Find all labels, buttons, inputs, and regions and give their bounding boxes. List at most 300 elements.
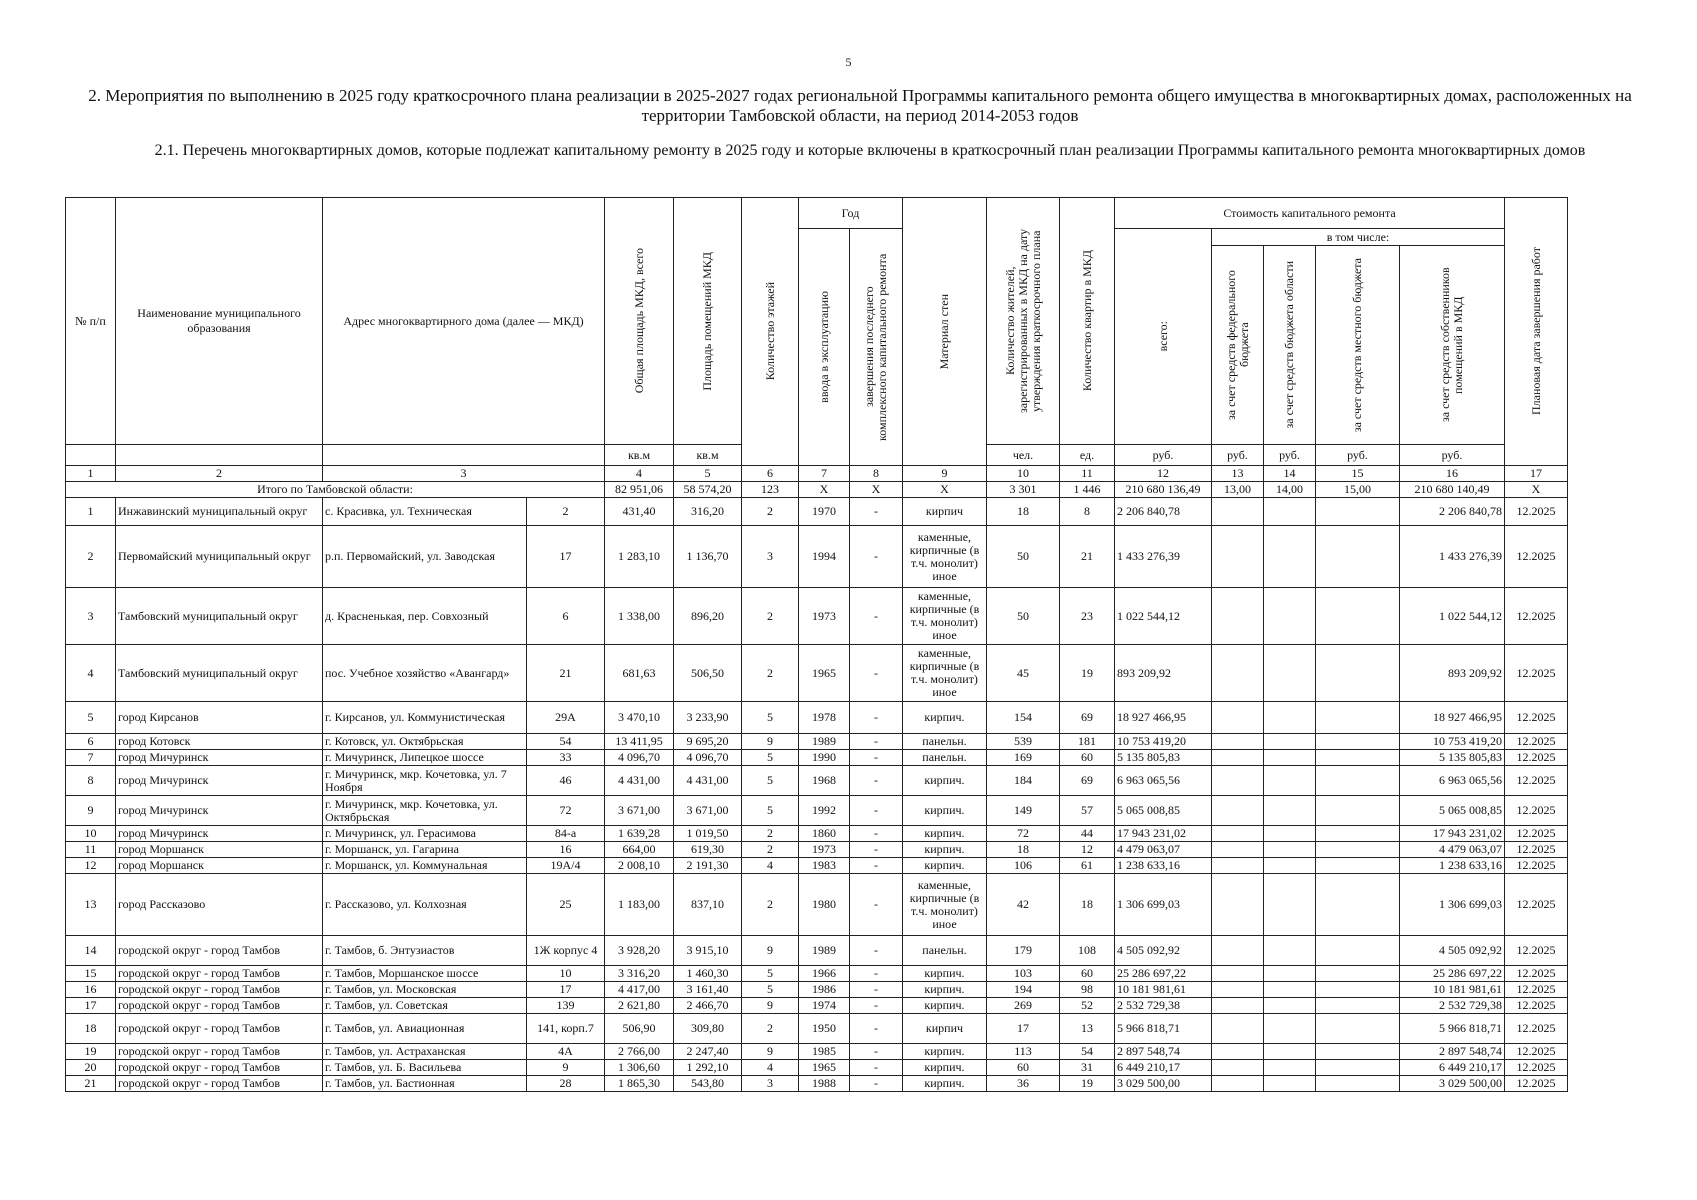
cell-owners: 2 897 548,74 xyxy=(1400,1044,1505,1060)
cell-total: 2 532 729,38 xyxy=(1115,998,1212,1014)
cell-mun: город Кирсанов xyxy=(116,702,323,734)
header-address: Адрес многоквартирного дома (далее — МКД) xyxy=(323,198,605,445)
cell-area: 1 183,00 xyxy=(605,874,674,936)
table-row xyxy=(66,1060,1568,1076)
cell-empty xyxy=(1264,766,1316,796)
cell-addr: г. Мичуринск, Липецкое шоссе xyxy=(323,750,527,766)
cell-area: 1 639,28 xyxy=(605,826,674,842)
cell-total: 17 943 231,02 xyxy=(1115,826,1212,842)
cell-empty xyxy=(1316,842,1400,858)
cell-res: 194 xyxy=(987,982,1060,998)
cell-empty xyxy=(1264,936,1316,966)
header-cost: Стоимость капитального ремонта xyxy=(1115,198,1505,229)
cell-n: 2 xyxy=(66,526,116,588)
cell-apt: 19 xyxy=(1060,645,1115,702)
cell-empty xyxy=(1264,702,1316,734)
cell-owners: 5 135 805,83 xyxy=(1400,750,1505,766)
cell-addr: г. Тамбов, ул. Бастионная xyxy=(323,1076,527,1092)
cell-house: 2 xyxy=(527,498,605,526)
cell-total: 6 449 210,17 xyxy=(1115,1060,1212,1076)
table-row xyxy=(66,858,1568,874)
cell-empty xyxy=(1264,1060,1316,1076)
cell-empty xyxy=(1212,936,1264,966)
cell-addr: г. Мичуринск, ул. Герасимова xyxy=(323,826,527,842)
cell-owners: 6 963 065,56 xyxy=(1400,766,1505,796)
column-number-row: 1 2 3 4 5 6 7 8 9 10 11 12 13 14 15 16 17 xyxy=(66,466,1568,482)
cell-addr: г. Тамбов, ул. Астраханская xyxy=(323,1044,527,1060)
cell-apt: 44 xyxy=(1060,826,1115,842)
cell-date: 12.2025 xyxy=(1505,826,1568,842)
cell-addr: г. Тамбов, ул. Б. Васильева xyxy=(323,1060,527,1076)
cell-empty xyxy=(1212,982,1264,998)
header-regional: за счет средств бюджета области xyxy=(1264,246,1316,445)
cell-res: 50 xyxy=(987,526,1060,588)
cell-rep: - xyxy=(850,796,903,826)
header-residents: Количество жителей, зарегистрированных в МКД на дату утверждения краткосрочного плана xyxy=(987,198,1060,445)
table-body xyxy=(66,498,1568,1092)
cell-yr: 1973 xyxy=(799,842,850,858)
cell-prem: 1 019,50 xyxy=(674,826,742,842)
cell-prem: 896,20 xyxy=(674,588,742,645)
cell-rep: - xyxy=(850,645,903,702)
cell-n: 1 xyxy=(66,498,116,526)
cell-n: 17 xyxy=(66,998,116,1014)
cell-yr: 1950 xyxy=(799,1014,850,1044)
cell-yr: 1970 xyxy=(799,498,850,526)
cell-empty xyxy=(1212,998,1264,1014)
cell-addr: г. Тамбов, ул. Советская xyxy=(323,998,527,1014)
cell-mat: кирпич. xyxy=(903,858,987,874)
unit-sqm: кв.м xyxy=(674,445,742,466)
table-row xyxy=(66,826,1568,842)
cell-mat: кирпич. xyxy=(903,842,987,858)
cell-area: 4 417,00 xyxy=(605,982,674,998)
cell-prem: 3 233,90 xyxy=(674,702,742,734)
cell-empty xyxy=(1316,498,1400,526)
table-row xyxy=(66,1044,1568,1060)
cell-yr: 1978 xyxy=(799,702,850,734)
cell-area: 1 338,00 xyxy=(605,588,674,645)
cell-yr: 1992 xyxy=(799,796,850,826)
cell-empty xyxy=(1212,1014,1264,1044)
cell-fl: 5 xyxy=(742,966,799,982)
cell-n: 14 xyxy=(66,936,116,966)
cell-date: 12.2025 xyxy=(1505,1044,1568,1060)
cell-owners: 18 927 466,95 xyxy=(1400,702,1505,734)
cell-mun: городской округ - город Тамбов xyxy=(116,1060,323,1076)
cell-empty xyxy=(1316,998,1400,1014)
cell-owners: 1 022 544,12 xyxy=(1400,588,1505,645)
table-row xyxy=(66,588,1568,645)
cell-yr: 1985 xyxy=(799,1044,850,1060)
cell-owners: 2 532 729,38 xyxy=(1400,998,1505,1014)
cell-empty xyxy=(1212,1060,1264,1076)
cell-res: 18 xyxy=(987,498,1060,526)
cell-rep: - xyxy=(850,936,903,966)
cell-yr: 1980 xyxy=(799,874,850,936)
cell-total: 5 135 805,83 xyxy=(1115,750,1212,766)
cell-fl: 3 xyxy=(742,526,799,588)
header-owners: за счет средств собственников помещений в МКД xyxy=(1400,246,1505,445)
cell-mun: городской округ - город Тамбов xyxy=(116,1044,323,1060)
cell-n: 9 xyxy=(66,796,116,826)
cell-apt: 61 xyxy=(1060,858,1115,874)
cell-fl: 9 xyxy=(742,936,799,966)
cell-house: 1Ж корпус 4 xyxy=(527,936,605,966)
cell-total: 2 206 840,78 xyxy=(1115,498,1212,526)
cell-house: 16 xyxy=(527,842,605,858)
cell-empty xyxy=(1212,750,1264,766)
cell-empty xyxy=(1316,766,1400,796)
cell-empty xyxy=(1316,526,1400,588)
cell-rep: - xyxy=(850,1014,903,1044)
cell-apt: 57 xyxy=(1060,796,1115,826)
cell-total: 10 181 981,61 xyxy=(1115,982,1212,998)
cell-area: 3 470,10 xyxy=(605,702,674,734)
table-row xyxy=(66,842,1568,858)
cell-apt: 60 xyxy=(1060,966,1115,982)
cell-res: 36 xyxy=(987,1076,1060,1092)
cell-date: 12.2025 xyxy=(1505,645,1568,702)
cell-mun: город Мичуринск xyxy=(116,796,323,826)
cell-date: 12.2025 xyxy=(1505,766,1568,796)
cell-house: 17 xyxy=(527,526,605,588)
cell-empty xyxy=(1212,588,1264,645)
cell-empty xyxy=(1264,966,1316,982)
cell-apt: 52 xyxy=(1060,998,1115,1014)
cell-total: 5 065 008,85 xyxy=(1115,796,1212,826)
cell-addr: р.п. Первомайский, ул. Заводская xyxy=(323,526,527,588)
cell-fl: 5 xyxy=(742,766,799,796)
cell-empty xyxy=(1264,874,1316,936)
cell-mat: кирпич. xyxy=(903,1044,987,1060)
table-row xyxy=(66,702,1568,734)
cell-fl: 2 xyxy=(742,588,799,645)
cell-total: 3 029 500,00 xyxy=(1115,1076,1212,1092)
cell-rep: - xyxy=(850,766,903,796)
cell-fl: 9 xyxy=(742,734,799,750)
cell-area: 3 671,00 xyxy=(605,796,674,826)
cell-date: 12.2025 xyxy=(1505,982,1568,998)
cell-yr: 1990 xyxy=(799,750,850,766)
cell-n: 7 xyxy=(66,750,116,766)
table-row xyxy=(66,526,1568,588)
cell-house: 25 xyxy=(527,874,605,936)
cell-area: 3 928,20 xyxy=(605,936,674,966)
cell-total: 4 505 092,92 xyxy=(1115,936,1212,966)
cell-empty xyxy=(1316,1044,1400,1060)
cell-apt: 69 xyxy=(1060,766,1115,796)
cell-area: 2 766,00 xyxy=(605,1044,674,1060)
cell-prem: 4 096,70 xyxy=(674,750,742,766)
header-municipality: Наименование муниципального образования xyxy=(116,198,323,445)
table-row xyxy=(66,936,1568,966)
cell-date: 12.2025 xyxy=(1505,1060,1568,1076)
unit-rub: руб. xyxy=(1316,445,1400,466)
table-header xyxy=(66,198,1568,498)
cell-n: 3 xyxy=(66,588,116,645)
cell-rep: - xyxy=(850,526,903,588)
cell-rep: - xyxy=(850,702,903,734)
cell-rep: - xyxy=(850,734,903,750)
cell-yr: 1968 xyxy=(799,766,850,796)
cell-rep: - xyxy=(850,966,903,982)
cell-prem: 3 161,40 xyxy=(674,982,742,998)
cell-date: 12.2025 xyxy=(1505,1014,1568,1044)
cell-date: 12.2025 xyxy=(1505,842,1568,858)
cell-empty xyxy=(1212,498,1264,526)
cell-house: 84-а xyxy=(527,826,605,842)
cell-rep: - xyxy=(850,982,903,998)
cell-mat: кирпич. xyxy=(903,1076,987,1092)
cell-mun: городской округ - город Тамбов xyxy=(116,936,323,966)
cell-empty xyxy=(1264,858,1316,874)
header-year-commission: ввода в эксплуатацию xyxy=(799,229,850,466)
cell-apt: 108 xyxy=(1060,936,1115,966)
cell-apt: 181 xyxy=(1060,734,1115,750)
cell-total: 1 306 699,03 xyxy=(1115,874,1212,936)
cell-mun: городской округ - город Тамбов xyxy=(116,1076,323,1092)
cell-empty xyxy=(1212,858,1264,874)
header-num: № п/п xyxy=(66,198,116,445)
cell-empty xyxy=(1264,826,1316,842)
cell-prem: 2 247,40 xyxy=(674,1044,742,1060)
cell-addr: г. Тамбов, ул. Московская xyxy=(323,982,527,998)
cell-apt: 31 xyxy=(1060,1060,1115,1076)
cell-mun: город Мичуринск xyxy=(116,826,323,842)
unit-rub: руб. xyxy=(1264,445,1316,466)
cell-res: 539 xyxy=(987,734,1060,750)
cell-mun: город Котовск xyxy=(116,734,323,750)
header-floors: Количество этажей xyxy=(742,198,799,466)
cell-house: 139 xyxy=(527,998,605,1014)
unit-rub: руб. xyxy=(1115,445,1212,466)
header-year: Год xyxy=(799,198,903,229)
cell-yr: 1989 xyxy=(799,936,850,966)
cell-empty xyxy=(1212,796,1264,826)
cell-area: 2 008,10 xyxy=(605,858,674,874)
cell-mun: городской округ - город Тамбов xyxy=(116,982,323,998)
cell-date: 12.2025 xyxy=(1505,750,1568,766)
cell-apt: 19 xyxy=(1060,1076,1115,1092)
cell-empty xyxy=(1212,966,1264,982)
header-cost-total: всего: xyxy=(1115,229,1212,445)
cell-empty xyxy=(1264,526,1316,588)
cell-total: 2 897 548,74 xyxy=(1115,1044,1212,1060)
cell-addr: пос. Учебное хозяйство «Авангард» xyxy=(323,645,527,702)
cell-rep: - xyxy=(850,1060,903,1076)
cell-addr: г. Котовск, ул. Октябрьская xyxy=(323,734,527,750)
cell-house: 10 xyxy=(527,966,605,982)
cell-rep: - xyxy=(850,588,903,645)
cell-res: 149 xyxy=(987,796,1060,826)
section-subtitle: 2.1. Перечень многоквартирных домов, которые подлежат капитальному ремонту в 2025 году и которые включены в краткосрочный план реализации Программы капитального ремонта многоквартирных домов xyxy=(154,142,1586,159)
cell-area: 431,40 xyxy=(605,498,674,526)
cell-mun: городской округ - город Тамбов xyxy=(116,998,323,1014)
table-row xyxy=(66,766,1568,796)
cell-total: 18 927 466,95 xyxy=(1115,702,1212,734)
cell-empty xyxy=(1316,966,1400,982)
cell-addr: г. Моршанск, ул. Гагарина xyxy=(323,842,527,858)
cell-prem: 837,10 xyxy=(674,874,742,936)
cell-fl: 2 xyxy=(742,826,799,842)
cell-total: 1 433 276,39 xyxy=(1115,526,1212,588)
cell-fl: 5 xyxy=(742,796,799,826)
cell-yr: 1983 xyxy=(799,858,850,874)
cell-empty xyxy=(1264,750,1316,766)
cell-res: 72 xyxy=(987,826,1060,842)
cell-house: 17 xyxy=(527,982,605,998)
cell-prem: 506,50 xyxy=(674,645,742,702)
cell-n: 10 xyxy=(66,826,116,842)
cell-empty xyxy=(1264,998,1316,1014)
cell-empty xyxy=(1212,734,1264,750)
cell-fl: 2 xyxy=(742,498,799,526)
header-including: в том числе: xyxy=(1212,229,1505,246)
cell-owners: 893 209,92 xyxy=(1400,645,1505,702)
header-federal: за счет средств федерального бюджета xyxy=(1212,246,1264,445)
cell-total: 5 966 818,71 xyxy=(1115,1014,1212,1044)
section-title: 2. Мероприятия по выполнению в 2025 году краткосрочного плана реализации в 2025-2027 годах региональной Программы капитального ремонта общего имущества в многоквартирных домах, расположенных на территории Тамбовской области, на период 2014-2053 годов xyxy=(88,86,1632,125)
table-row xyxy=(66,796,1568,826)
cell-res: 179 xyxy=(987,936,1060,966)
unit-rub: руб. xyxy=(1400,445,1505,466)
cell-empty xyxy=(1264,1044,1316,1060)
cell-empty xyxy=(1316,702,1400,734)
cell-mun: Тамбовский муниципальный округ xyxy=(116,588,323,645)
cell-area: 4 431,00 xyxy=(605,766,674,796)
cell-res: 45 xyxy=(987,645,1060,702)
cell-mun: город Мичуринск xyxy=(116,766,323,796)
cell-empty xyxy=(1264,842,1316,858)
cell-fl: 2 xyxy=(742,645,799,702)
cell-empty xyxy=(1316,796,1400,826)
cell-rep: - xyxy=(850,498,903,526)
cell-addr: г. Мичуринск, мкр. Кочетовка, ул. 7 Ноября xyxy=(323,766,527,796)
cell-mun: город Моршанск xyxy=(116,842,323,858)
cell-empty xyxy=(1316,588,1400,645)
cell-apt: 54 xyxy=(1060,1044,1115,1060)
cell-addr: г. Кирсанов, ул. Коммунистическая xyxy=(323,702,527,734)
header-year-repair: завершения последнего комплексного капитального ремонта xyxy=(850,229,903,466)
cell-empty xyxy=(1264,1076,1316,1092)
cell-owners: 4 479 063,07 xyxy=(1400,842,1505,858)
cell-empty xyxy=(1316,1060,1400,1076)
cell-fl: 2 xyxy=(742,1014,799,1044)
cell-n: 8 xyxy=(66,766,116,796)
cell-area: 1 283,10 xyxy=(605,526,674,588)
cell-area: 664,00 xyxy=(605,842,674,858)
cell-mun: город Мичуринск xyxy=(116,750,323,766)
unit-sqm: кв.м xyxy=(605,445,674,466)
cell-house: 9 xyxy=(527,1060,605,1076)
cell-addr: г. Тамбов, Моршанское шоссе xyxy=(323,966,527,982)
cell-prem: 1 460,30 xyxy=(674,966,742,982)
cell-n: 15 xyxy=(66,966,116,982)
cell-total: 1 238 633,16 xyxy=(1115,858,1212,874)
cell-mat: каменные, кирпичные (в т.ч. монолит) иное xyxy=(903,526,987,588)
cell-house: 21 xyxy=(527,645,605,702)
cell-fl: 4 xyxy=(742,1060,799,1076)
cell-n: 4 xyxy=(66,645,116,702)
cell-date: 12.2025 xyxy=(1505,966,1568,982)
cell-n: 16 xyxy=(66,982,116,998)
cell-empty xyxy=(1264,982,1316,998)
cell-area: 1 306,60 xyxy=(605,1060,674,1076)
cell-yr: 1974 xyxy=(799,998,850,1014)
cell-area: 13 411,95 xyxy=(605,734,674,750)
header-wall-material: Материал стен xyxy=(903,198,987,466)
cell-prem: 3 671,00 xyxy=(674,796,742,826)
cell-empty xyxy=(1264,796,1316,826)
cell-owners: 10 753 419,20 xyxy=(1400,734,1505,750)
cell-prem: 2 191,30 xyxy=(674,858,742,874)
cell-n: 21 xyxy=(66,1076,116,1092)
cell-fl: 2 xyxy=(742,842,799,858)
cell-yr: 1986 xyxy=(799,982,850,998)
table-row xyxy=(66,645,1568,702)
cell-mat: каменные, кирпичные (в т.ч. монолит) иное xyxy=(903,874,987,936)
cell-area: 506,90 xyxy=(605,1014,674,1044)
cell-res: 169 xyxy=(987,750,1060,766)
cell-yr: 1973 xyxy=(799,588,850,645)
cell-house: 6 xyxy=(527,588,605,645)
cell-prem: 316,20 xyxy=(674,498,742,526)
cell-n: 13 xyxy=(66,874,116,936)
cell-house: 46 xyxy=(527,766,605,796)
cell-owners: 3 029 500,00 xyxy=(1400,1076,1505,1092)
cell-addr: г. Тамбов, ул. Авиационная xyxy=(323,1014,527,1044)
cell-n: 20 xyxy=(66,1060,116,1076)
cell-empty xyxy=(1212,702,1264,734)
cell-empty xyxy=(1212,842,1264,858)
cell-addr: г. Мичуринск, мкр. Кочетовка, ул. Октябрьская xyxy=(323,796,527,826)
cell-empty xyxy=(1316,874,1400,936)
cell-mun: Инжавинский муниципальный округ xyxy=(116,498,323,526)
cell-owners: 1 433 276,39 xyxy=(1400,526,1505,588)
header-premises-area: Площадь помещений МКД xyxy=(674,198,742,445)
cell-yr: 1988 xyxy=(799,1076,850,1092)
cell-prem: 3 915,10 xyxy=(674,936,742,966)
unit-units: ед. xyxy=(1060,445,1115,466)
cell-rep: - xyxy=(850,1044,903,1060)
cell-empty xyxy=(1212,766,1264,796)
table-row xyxy=(66,1014,1568,1044)
header-local: за счет средств местного бюджета xyxy=(1316,246,1400,445)
header-apartments: Количество квартир в МКД xyxy=(1060,198,1115,445)
cell-res: 42 xyxy=(987,874,1060,936)
cell-mat: кирпич. xyxy=(903,998,987,1014)
cell-date: 12.2025 xyxy=(1505,702,1568,734)
cell-apt: 23 xyxy=(1060,588,1115,645)
cell-apt: 60 xyxy=(1060,750,1115,766)
cell-empty xyxy=(1212,826,1264,842)
table-row xyxy=(66,874,1568,936)
cell-empty xyxy=(1212,1044,1264,1060)
cell-mat: кирпич. xyxy=(903,796,987,826)
cell-mun: Тамбовский муниципальный округ xyxy=(116,645,323,702)
cell-res: 18 xyxy=(987,842,1060,858)
cell-rep: - xyxy=(850,998,903,1014)
table-row xyxy=(66,982,1568,998)
cell-house: 19А/4 xyxy=(527,858,605,874)
cell-house: 141, корп.7 xyxy=(527,1014,605,1044)
cell-empty xyxy=(1316,1014,1400,1044)
cell-fl: 5 xyxy=(742,702,799,734)
cell-owners: 5 966 818,71 xyxy=(1400,1014,1505,1044)
cell-yr: 1965 xyxy=(799,645,850,702)
cell-area: 2 621,80 xyxy=(605,998,674,1014)
